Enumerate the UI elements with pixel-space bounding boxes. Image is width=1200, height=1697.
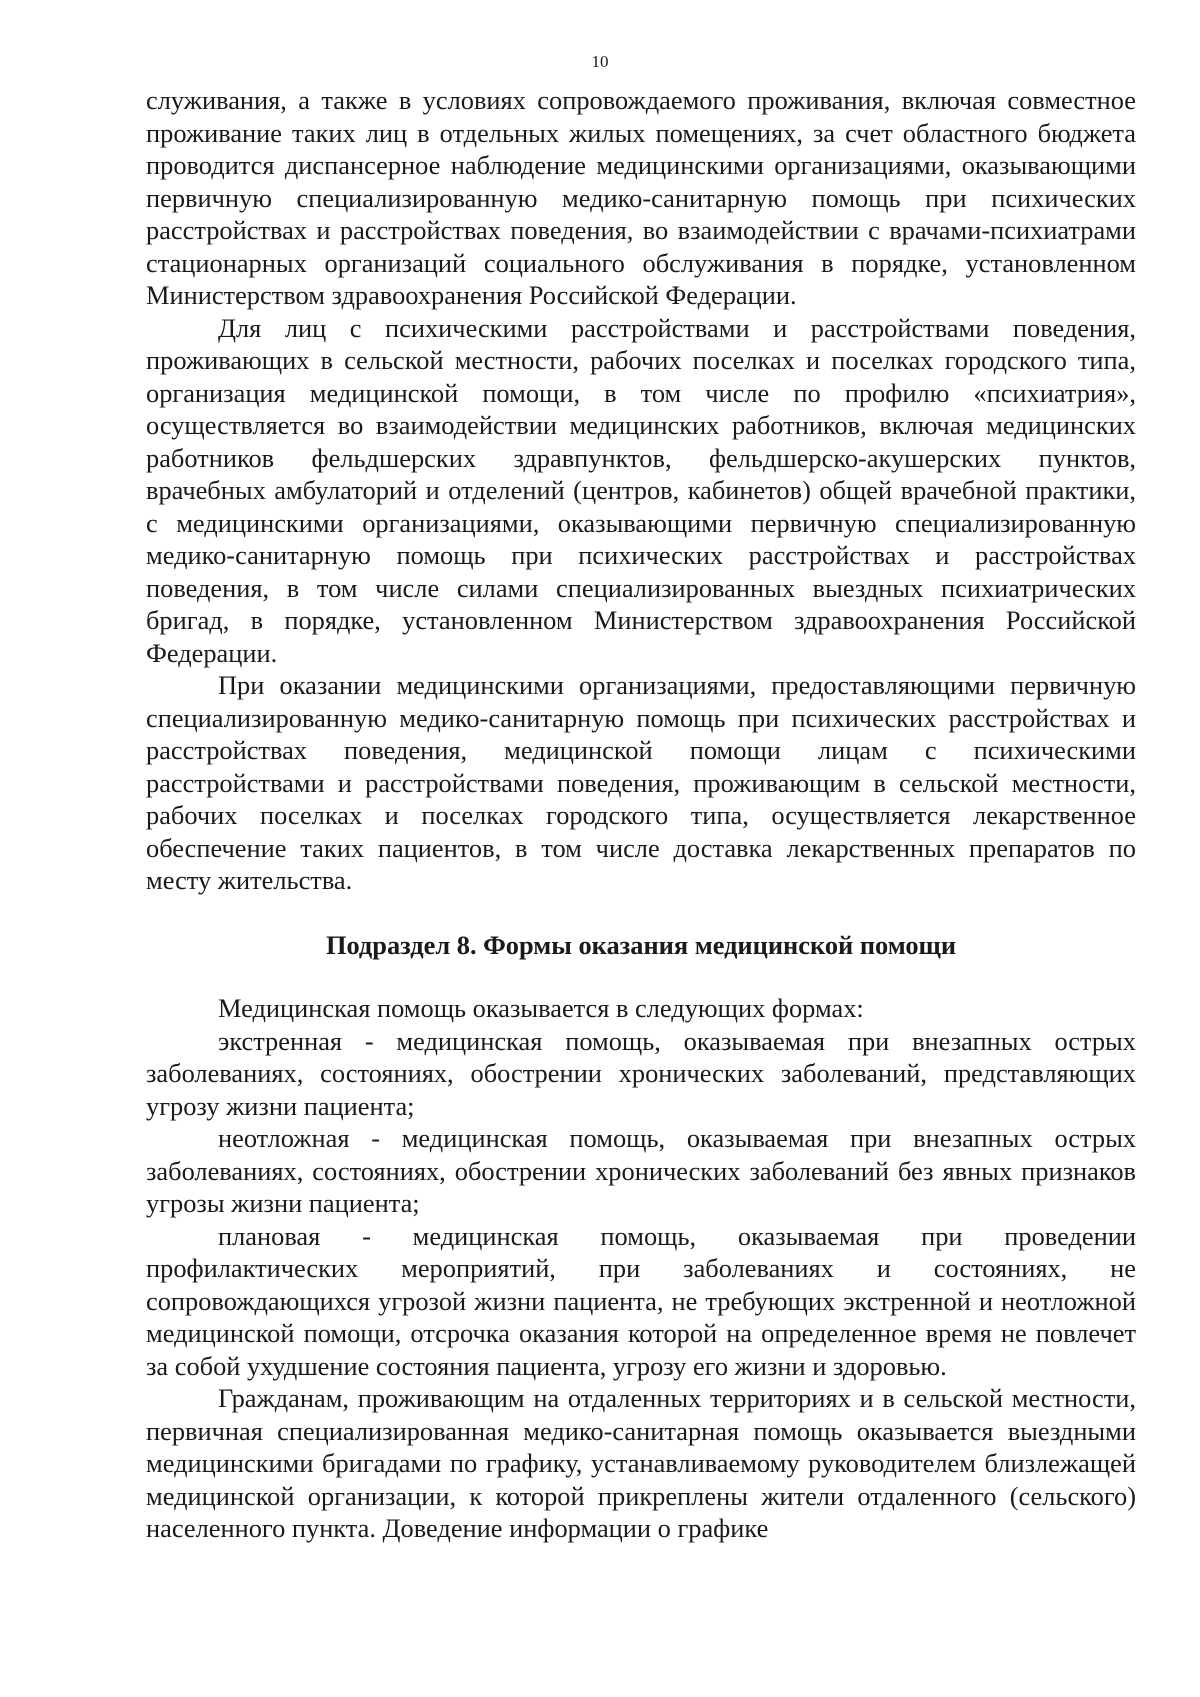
paragraph-emergency-form: экстренная - медицинская помощь, оказываемая при внезапных острых заболеваниях, состояниях, обострении хронических заболеваний, представляющих угрозу жизни пациента; [146, 1025, 1136, 1121]
paragraph-rural-psychiatric-care: Для лиц с психическими расстройствами и расстройствами поведения, проживающих в сельской местности, рабочих поселках и поселках городского типа, организация медицинской помощи, в том числе по профилю «психиатрия», осуществляется во взаимодействии медицинских работников, включая медицинских работников фельдшерских здравпунктов, фельдшерско-акушерских пунктов, врачебных амбулаторий и отделений (центров, кабинетов) общей врачебной практики, с медицинскими организациями, оказывающими первичную специализированную медико-санитарную помощь при психических расстройствах и расстройствах поведения, в том числе силами специализированных выездных психиатрических бригад, в порядке, установленном Министерством здравоохранения Российской Федерации. [146, 312, 1136, 668]
document-body [146, 84, 1136, 1545]
paragraph-urgent-form: неотложная - медицинская помощь, оказываемая при внезапных острых заболеваниях, состояниях, обострении хронических заболеваний без явных признаков угрозы жизни пациента; [146, 1123, 1136, 1218]
paragraph-forms-intro: Медицинская помощь оказывается в следующих формах: [218, 993, 864, 1023]
page-number: 10 [591, 52, 609, 71]
paragraph-remote-territories: Гражданам, проживающим на отдаленных территориях и в сельской местности, первичная специализированная медико-санитарная помощь оказывается выездными медицинскими бригадами по графику, устанавливаемому руководителем близлежащей медицинской организации, к которой прикреплены жители отдаленного (сельского) населенного пункта. Доведение информации о графике [146, 1383, 1136, 1543]
paragraph-planned-form: плановая - медицинская помощь, оказываемая при проведении профилактических мероприятий, при заболеваниях и состояниях, не сопровождающихся угрозой жизни пациента, не требующих экстренной и неотложной медицинской помощи, отсрочка оказания которой на определенное время не повлечет за собой ухудшение состояния пациента, угрозу его жизни и здоровью. [146, 1220, 1136, 1381]
section-heading: Подраздел 8. Формы оказания медицинской помощи [325, 929, 957, 960]
paragraph-continuation: служивания, а также в условиях сопровождаемого проживания, включая совместное проживание таких лиц в отдельных жилых помещениях, за счет областного бюджета проводится диспансерное наблюдение медицинскими организациями, оказывающими первичную специализированную медико-санитарную помощь при психических расстройствах и расстройствах поведения, во взаимодействии с врачами-психиатрами стационарных организаций социального обслуживания в порядке, установленном Министерством здравоохранения Российской Федерации. [146, 85, 1136, 310]
paragraph-drug-supply: При оказании медицинскими организациями, предоставляющими первичную специализированную медико-санитарную помощь при психических расстройствах и расстройствах поведения, медицинской помощи лицам с психическими расстройствами и расстройствами поведения, проживающим в сельской местности, рабочих поселках и поселках городского типа, осуществляется лекарственное обеспечение таких пациентов, в том числе доставка лекарственных препаратов по месту жительства. [146, 670, 1136, 895]
